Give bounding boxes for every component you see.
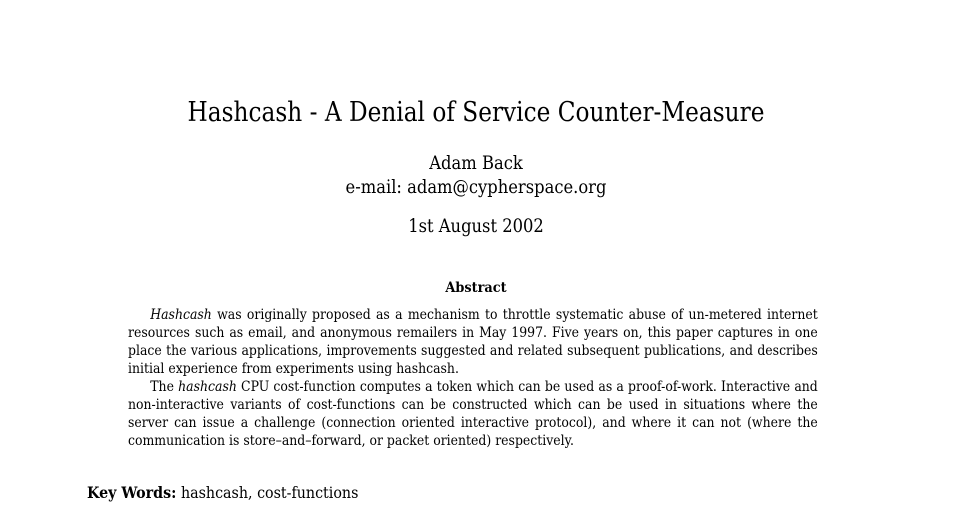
abstract-p2-emphasis: hashcash bbox=[178, 379, 237, 395]
abstract-paragraph-2 bbox=[128, 378, 818, 450]
abstract-paragraph-1 bbox=[128, 306, 818, 378]
paper-title: Hashcash - A Denial of Service Counter-Measure bbox=[187, 97, 765, 128]
keywords-label: Key Words: bbox=[87, 483, 177, 502]
abstract-p2-text: CPU cost-function computes a token which can be used as a proof-of-work. Interactive and non-interactive variants of cost-functions can be constructed which can be used in situations where the server can issue a challenge (connection oriented interactive protocol), and where it can not (where the communication is store–and–forward, or packet oriented) respectively. bbox=[128, 379, 818, 449]
abstract-body bbox=[128, 306, 818, 450]
abstract-p1-emphasis: Hashcash bbox=[150, 307, 212, 323]
author-block bbox=[67, 151, 886, 199]
keywords-value: hashcash, cost-functions bbox=[176, 483, 359, 502]
keywords bbox=[87, 482, 358, 504]
author-name: Adam Back bbox=[429, 152, 523, 174]
abstract-heading: Abstract bbox=[445, 280, 507, 296]
abstract-p1-text: was originally proposed as a mechanism to throttle systematic abuse of un-metered internet resources such as email, and anonymous remailers in May 1997. Five years on, this paper captures in one place the various applications, improvements suggested and related subsequent publications, and describes initial experience from experiments using hashcash. bbox=[128, 307, 818, 377]
paper-date: 1st August 2002 bbox=[408, 215, 544, 237]
abstract-p2-lead: The bbox=[150, 379, 179, 395]
author-email: e-mail: adam@cypherspace.org bbox=[345, 176, 607, 198]
